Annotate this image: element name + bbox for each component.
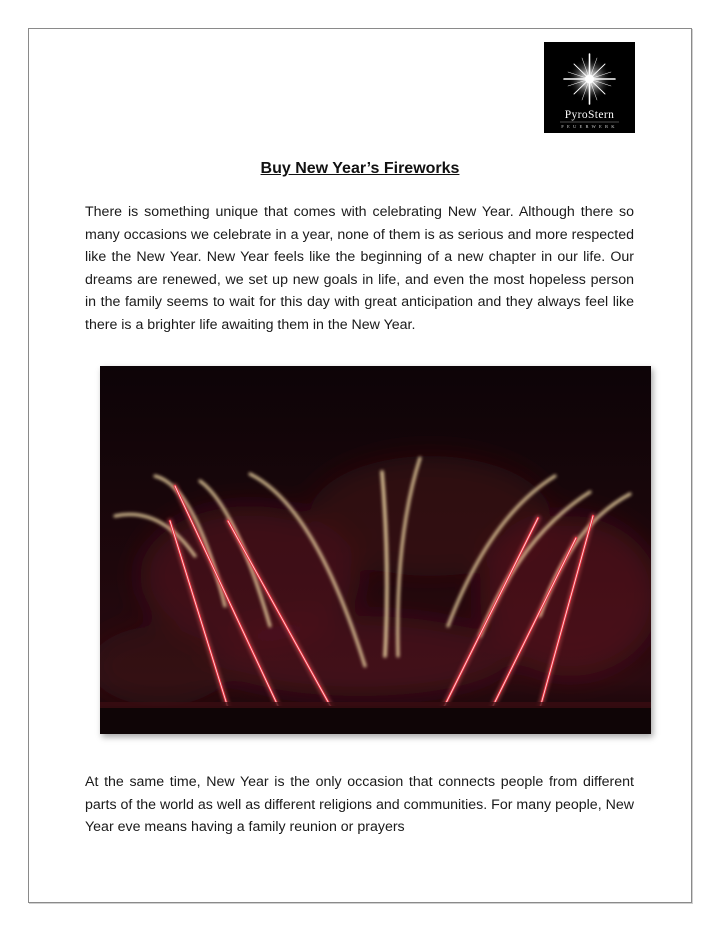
logo-subtitle: FEUERWERK xyxy=(561,124,618,129)
pyrostern-logo xyxy=(544,42,635,133)
logo-brand-name: PyroStern xyxy=(564,109,615,121)
fireworks-photo xyxy=(100,366,651,734)
ground-silhouette xyxy=(100,706,651,734)
intro-paragraph: There is something unique that comes with celebrating New Year. Although there so many occasions we celebrate in a year, none of them is as serious and more respected like the New Year. New Year feels like the beginning of a new chapter in our life. Our dreams are renewed, we set up new goals in life, and even the most hopeless person in the family seems to wait for this day with great anticipation and they always feel like there is a brighter life awaiting them in the New Year. xyxy=(85,204,634,333)
second-paragraph: At the same time, New Year is the only occasion that connects people from different parts of the world as well as different religions and communities. For many people, New Year eve means having a family reunion or prayers xyxy=(85,774,634,836)
page-title: Buy New Year’s Fireworks xyxy=(260,160,460,177)
